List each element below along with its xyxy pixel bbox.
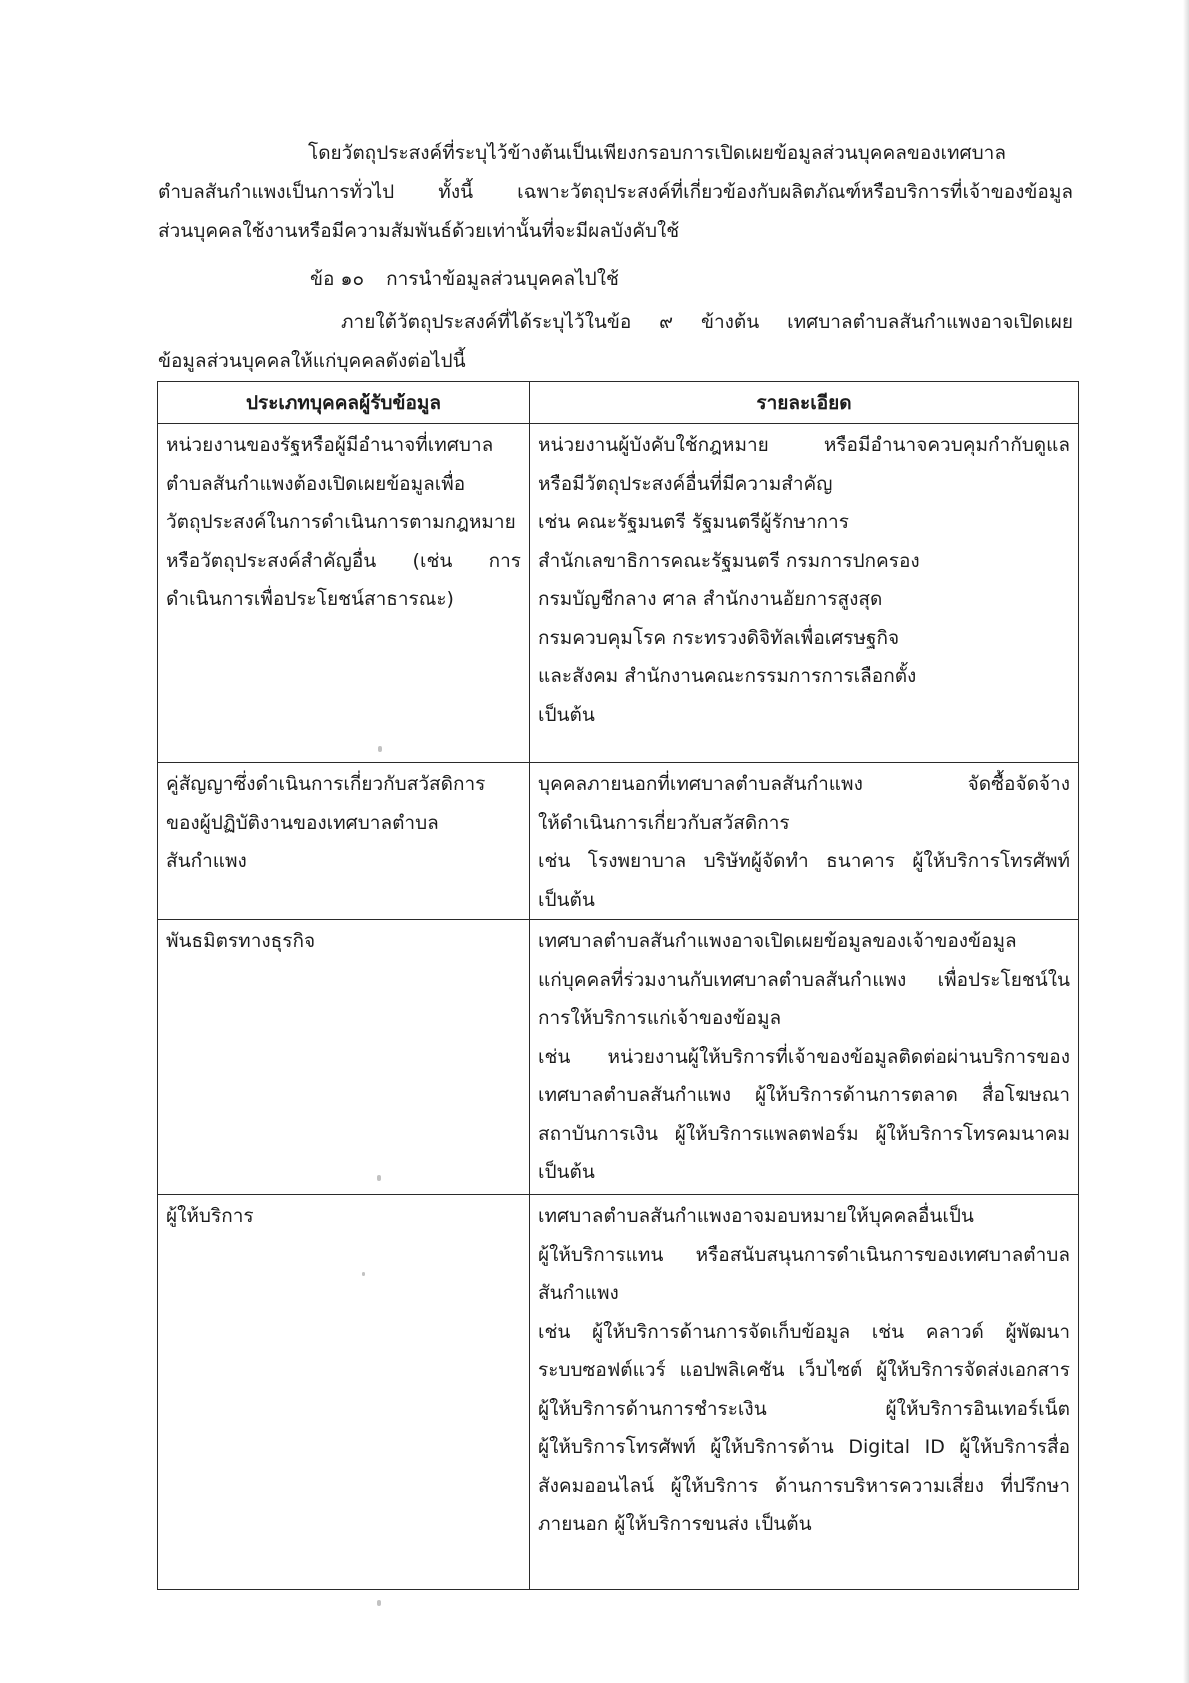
- cell-line: กรมควบคุมโรค กระทรวงดิจิทัลเพื่อเศรษฐกิจ: [538, 626, 900, 649]
- cell-line: ของผู้ปฏิบัติงานของเทศบาลตำบล: [166, 811, 439, 834]
- recipient-table: [157, 381, 1079, 1590]
- table-row: [158, 1195, 1079, 1590]
- cell-line: หน่วยงานผู้บังคับใช้กฎหมาย หรือมีอำนาจควบคุมกำกับดูแล: [538, 434, 1070, 456]
- cell-line: เทศบาลตำบลสันกำแพงอาจเปิดเผยข้อมูลของเจ้าของข้อมูล: [538, 930, 1017, 952]
- scan-speck: [362, 1272, 365, 1276]
- table-row: [158, 763, 1079, 920]
- cell-line: กรมบัญชีกลาง ศาล สำนักงานอัยการสูงสุด: [538, 588, 883, 610]
- intro-paragraph: [158, 134, 1073, 251]
- cell-line: ผู้ให้บริการ: [166, 1205, 254, 1227]
- clause-paragraph: [158, 303, 1073, 381]
- cell-line: เช่น โรงพยาบาล บริษัทผู้จัดทำ ธนาคาร ผู้ให้บริการโทรศัพท์: [538, 850, 1070, 872]
- cell-line: การให้บริการแก่เจ้าของข้อมูล: [538, 1007, 782, 1029]
- header-recipient-type: ประเภทบุคคลผู้รับข้อมูล: [158, 382, 530, 424]
- cell-line: วัตถุประสงค์ในการดำเนินการตามกฎหมาย: [166, 511, 516, 533]
- page-edge-shadow: [1183, 0, 1189, 1683]
- paragraph-line: โดยวัตถุประสงค์ที่ระบุไว้ข้างต้นเป็นเพียงกรอบการเปิดเผยข้อมูลส่วนบุคคลของเทศบาล: [308, 142, 1006, 164]
- cell-line: ผู้ให้บริการโทรศัพท์ ผู้ให้บริการด้าน Digital ID ผู้ให้บริการสื่อ: [538, 1436, 1070, 1458]
- detail-cell: [530, 763, 1079, 920]
- cell-line: สันกำแพง: [538, 1282, 619, 1304]
- cell-line: ผู้ให้บริการแทน หรือสนับสนุนการดำเนินการของเทศบาลตำบล: [538, 1243, 1070, 1266]
- cell-line: สันกำแพง: [166, 850, 247, 872]
- paragraph-line: ส่วนบุคคลใช้งานหรือมีความสัมพันธ์ด้วยเท่านั้นที่จะมีผลบังคับใช้: [158, 220, 680, 242]
- cell-line: พันธมิตรทางธุรกิจ: [166, 930, 316, 952]
- cell-line: เป็นต้น: [538, 888, 595, 911]
- clause-heading: [310, 260, 619, 299]
- recipient-type-cell: [158, 424, 530, 763]
- cell-line: สังคมออนไลน์ ผู้ให้บริการ ด้านการบริหารความเสี่ยง ที่ปรึกษา: [538, 1474, 1070, 1497]
- header-details: รายละเอียด: [530, 382, 1079, 424]
- paragraph-line: ตำบลสันกำแพงเป็นการทั่วไป ทั้งนี้ เฉพาะวัตถุประสงค์ที่เกี่ยวข้องกับผลิตภัณฑ์หรือบริการที่เจ้าของข้อมูล: [158, 181, 1073, 203]
- cell-line: สำนักเลขาธิการคณะรัฐมนตรี กรมการปกครอง: [538, 549, 920, 572]
- cell-line: และสังคม สำนักงานคณะกรรมการการเลือกตั้ง: [538, 665, 917, 687]
- cell-line: ดำเนินการเพื่อประโยชน์สาธารณะ): [166, 588, 454, 610]
- cell-line: บุคคลภายนอกที่เทศบาลตำบลสันกำแพง จัดซื้อจัดจ้าง: [538, 773, 1070, 795]
- cell-line: เช่น หน่วยงานผู้ให้บริการที่เจ้าของข้อมูลติดต่อผ่านบริการของ: [538, 1045, 1070, 1068]
- scan-speck: [377, 1600, 381, 1606]
- cell-line: คู่สัญญาซึ่งดำเนินการเกี่ยวกับสวัสดิการ: [166, 773, 486, 795]
- cell-line: ระบบซอฟต์แวร์ แอปพลิเคชัน เว็บไซต์ ผู้ให้บริการจัดส่งเอกสาร: [538, 1359, 1070, 1381]
- cell-line: ภายนอก ผู้ให้บริการขนส่ง เป็นต้น: [538, 1513, 812, 1535]
- cell-line: หรือมีวัตถุประสงค์อื่นที่มีความสำคัญ: [538, 472, 833, 495]
- cell-line: ผู้ให้บริการด้านการชำระเงิน ผู้ให้บริการอินเทอร์เน็ต: [538, 1397, 1070, 1420]
- detail-cell: [530, 920, 1079, 1195]
- clause-title: การนำข้อมูลส่วนบุคคลไปใช้: [386, 268, 619, 290]
- scan-speck: [377, 1175, 381, 1181]
- table-row: [158, 920, 1079, 1195]
- cell-line: ให้ดำเนินการเกี่ยวกับสวัสดิการ: [538, 811, 790, 834]
- table-header-row: [158, 382, 1079, 424]
- recipient-type-cell: [158, 1195, 530, 1590]
- cell-line: เป็นต้น: [538, 1161, 595, 1183]
- cell-line: เช่น ผู้ให้บริการด้านการจัดเก็บข้อมูล เช่น คลาวด์ ผู้พัฒนา: [538, 1320, 1070, 1343]
- clause-number: ข้อ ๑๐: [310, 268, 365, 290]
- cell-line: สถาบันการเงิน ผู้ให้บริการแพลตฟอร์ม ผู้ให้บริการโทรคมนาคม: [538, 1122, 1070, 1145]
- cell-line: แก่บุคคลที่ร่วมงานกับเทศบาลตำบลสันกำแพง เพื่อประโยชน์ใน: [538, 968, 1070, 991]
- cell-line: เป็นต้น: [538, 703, 595, 726]
- paragraph-line: ภายใต้วัตถุประสงค์ที่ได้ระบุไว้ในข้อ ๙ ข้างต้น เทศบาลตำบลสันกำแพงอาจเปิดเผย: [341, 311, 1073, 333]
- cell-line: หน่วยงานของรัฐหรือผู้มีอำนาจที่เทศบาล: [166, 434, 494, 456]
- cell-line: หรือวัตถุประสงค์สำคัญอื่น (เช่น การ: [166, 549, 521, 572]
- cell-line: ตำบลสันกำแพงต้องเปิดเผยข้อมูลเพื่อ: [166, 472, 466, 495]
- paragraph-line: ข้อมูลส่วนบุคคลให้แก่บุคคลดังต่อไปนี้: [158, 350, 466, 372]
- cell-line: เทศบาลตำบลสันกำแพงอาจมอบหมายให้บุคคลอื่นเป็น: [538, 1205, 974, 1227]
- detail-cell: [530, 424, 1079, 763]
- cell-line: เทศบาลตำบลสันกำแพง ผู้ให้บริการด้านการตลาด สื่อโฆษณา: [538, 1084, 1070, 1106]
- recipient-type-cell: [158, 763, 530, 920]
- table-row: [158, 424, 1079, 763]
- recipient-type-cell: [158, 920, 530, 1195]
- scan-speck: [378, 746, 382, 752]
- cell-line: เช่น คณะรัฐมนตรี รัฐมนตรีผู้รักษาการ: [538, 511, 849, 533]
- detail-cell: [530, 1195, 1079, 1590]
